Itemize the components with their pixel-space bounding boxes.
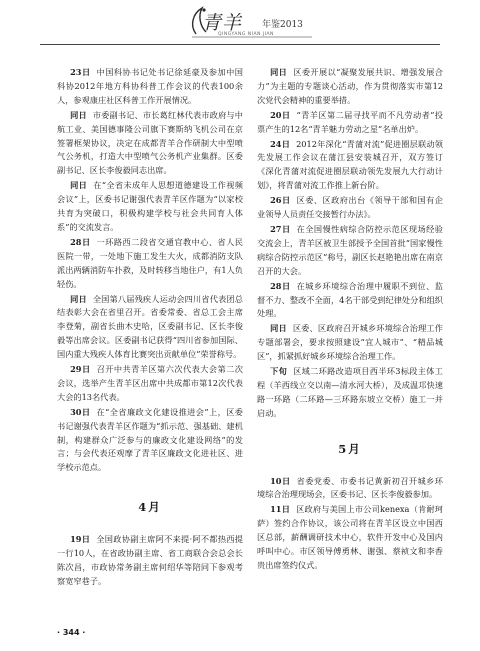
entry <box>257 138 443 194</box>
entry-date: 11日 <box>270 504 291 515</box>
entry-date: 24日 <box>270 138 291 149</box>
entry <box>257 223 443 279</box>
entry-text: 区政府与美国上市公司kenexa（肯耐珂萨）签约合作协议，该公司将在青羊区设立中国西区总部，薪酬调研技术中心，软件开发中心及国内呼叫中心。市区领导傅勇林、谢强、蔡祯文和李香贵出席签约仪式。 <box>257 504 443 570</box>
entry-date: 同日 <box>270 67 288 77</box>
entry <box>57 109 243 179</box>
entry-date: 同日 <box>70 109 87 120</box>
entry <box>257 280 443 322</box>
entry-text: 市委副书记、市长葛红林代表市政府与中航工业、美国德事隆公司旗下赛斯纳飞机公司在京签署框架协议，决定在成都青羊合作研制大中型喷气公务机，打造大中型喷气公务机产业集群。区委副书记、区长李俊毅同志出席。 <box>57 109 243 176</box>
entry-text: 召开中共青羊区第六次代表大会第二次会议，选举产生青羊区出席中共成都市第12次代表大会的13名代表。 <box>57 364 243 402</box>
entry-date: 20日 <box>270 109 291 120</box>
entry-date: 19日 <box>70 534 91 545</box>
entry-text: 在“全省未成年人思想道德建设工作视频会议”上，区委书记谢强代表青羊区作题为“以家校共育为突破口，积极构建学校与社会共同育人体系”的交流发言。 <box>57 180 243 232</box>
entry-text: 在全国慢性病综合防控示范区现场经验交流会上，青羊区被卫生部授予全国首批“国家慢性病综合防控示范区”称号，副区长赵艳艳出席在南京召开的大会。 <box>257 223 443 276</box>
entry <box>257 66 443 108</box>
entry-text: 在“全省廉政文化建设推进会”上，区委书记谢强代表青羊区作题为“抓示范、强基础、建机制，构建群众广泛参与的廉政文化建设网络”的发言；与会代表还观摩了青羊区廉政文化进社区、进学校示范点。 <box>57 406 243 473</box>
header-subtitle: QINGYANG NIAN JIAN <box>218 32 274 37</box>
entry-text: 区委开展以“凝聚发展共识、增强发展合力”为主题的专题谈心活动，作为贯彻落实市第12次党代会精神的重要举措。 <box>257 67 443 105</box>
page-header <box>0 0 480 48</box>
entry-text: 在城乡环境综合治理中履职不到位、监督不力、整改不全面，4名干部受到纪律处分和组织处理。 <box>257 280 443 319</box>
month-heading: 4月 <box>138 500 162 515</box>
entry-text: 区委、区政府召开城乡环境综合治理工作专题部署会，要求按照建设“宜人城市”、“精品城区”，抓紧抓好城乡环境综合治理工作。 <box>257 323 443 362</box>
entry-date: 10日 <box>270 475 291 486</box>
entry-date: 30日 <box>70 406 91 417</box>
entry <box>57 236 243 292</box>
entry-text: “青羊区第二届寻找平而不凡劳动者”投票产生的12名“青羊魅力劳动之星”名单出炉。 <box>257 109 443 134</box>
entry-text: 2012年深化“青蒲对流”促进圈层联动领先发展工作会议在蒲江县安装城召开，双方签订《深化青蒲对流促进圈层联动领先发展九大行动计划》，将青蒲对流工作推上新台阶。 <box>257 138 443 191</box>
entry-date: 同日 <box>70 293 87 304</box>
entry-date: 下旬 <box>270 366 288 377</box>
entry <box>57 406 243 476</box>
entry-date: 26日 <box>270 195 291 206</box>
entry <box>257 109 443 137</box>
entry <box>57 179 243 235</box>
right-column <box>257 66 443 573</box>
header-year: 年鉴2013 <box>262 20 303 30</box>
page-number: · 344 · <box>57 628 86 637</box>
entry-text: 省委党委、市委书记黄新初召开城乡环境综合治理现场会，区委书记、区长李俊毅参加。 <box>257 475 443 500</box>
month-heading: 5月 <box>338 441 362 456</box>
entry-date: 同日 <box>270 323 287 334</box>
header-title: 青羊 <box>202 12 243 34</box>
entry-text: 区域二环路改造项目西半环3标段主体工程（羊西线立交以南—清水河大桥），及成温邛快速路一环路（二环路—三环路东坡立交桥）施工一并启动。 <box>257 366 443 418</box>
left-column <box>57 66 243 589</box>
entry-text: 全国第八届残疾人运动会四川省代表团总结表彰大会在省里召开。省委常委、省总工会主席李登菊，副省长曲木史哈，区委副书记、区长李俊毅等出席会议。区委副书记获得“四川省参加国际、国内重大残疾人体育比赛突出贡献单位”荣誉称号。 <box>57 293 243 360</box>
entry-date: 27日 <box>270 223 291 234</box>
entry <box>257 503 443 573</box>
entry-date: 29日 <box>70 364 91 375</box>
entry <box>257 365 443 421</box>
entry-text: 一环路西二段省交通官教中心、省人民医院一带，一处地下施工发生大火，成都消防支队派出两辆消防车扑救，及时转移当地住户，有1人负轻伤。 <box>57 236 243 289</box>
entry-date: 28日 <box>270 280 291 291</box>
entry <box>57 363 243 405</box>
entry-text: 中国科协书记处书记徐延豪及参加中国科协2012年地方科协科普工作会议的代表100余人，参观康庄社区科普工作开展情况。 <box>57 67 243 105</box>
entry-date: 28日 <box>70 236 91 247</box>
entry <box>57 293 243 363</box>
entry <box>257 322 443 364</box>
entry <box>57 533 243 589</box>
entry-date: 23日 <box>70 67 91 77</box>
entry <box>57 66 243 108</box>
entry <box>257 194 443 222</box>
entry-date: 同日 <box>70 180 88 191</box>
entry-text: 全国政协副主席阿不来提·阿不都热西提一行10人，在省政协副主席、省工商联合会总会长陈次昌，市政协常务副主席何绍华等陪同下参观考察宽窄巷子。 <box>57 534 243 586</box>
entry <box>257 475 443 503</box>
header-rule <box>40 44 440 45</box>
entry-text: 区委、区政府出台《领导干部和国有企业领导人员责任交接暂行办法》。 <box>257 195 443 220</box>
